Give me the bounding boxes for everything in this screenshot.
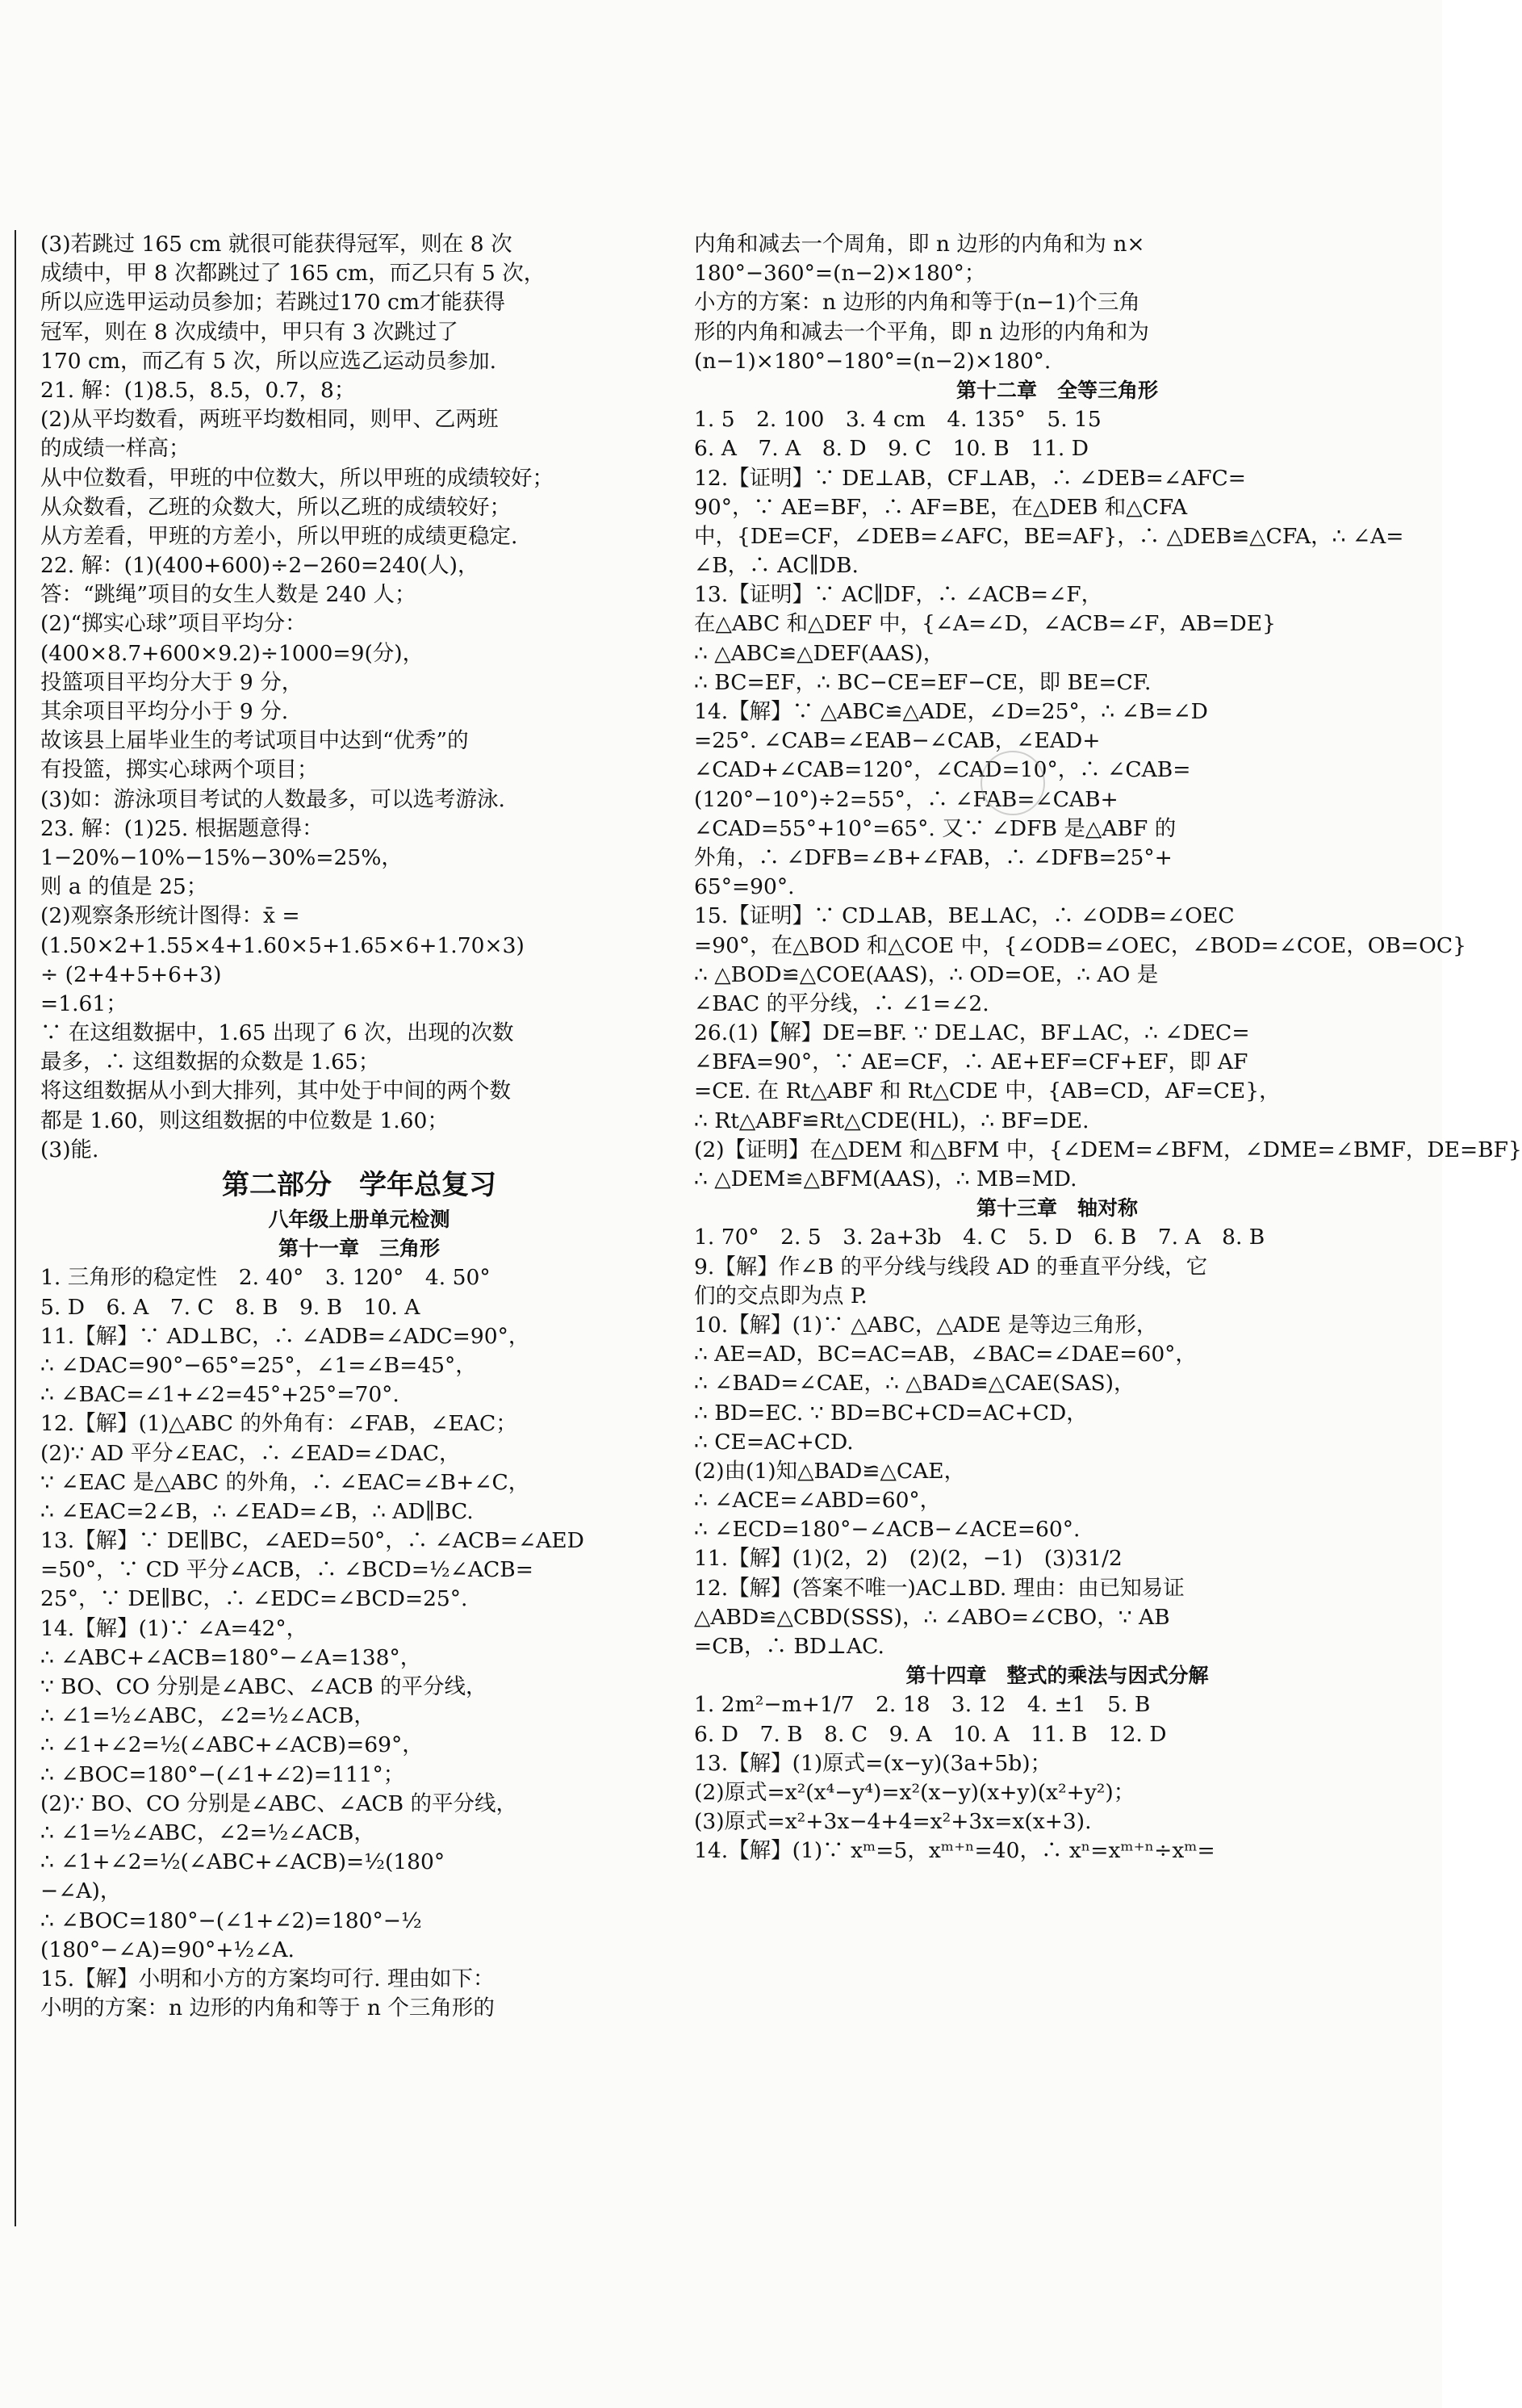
answer-line: 6. A 7. A 8. D 9. C 10. B 11. D — [694, 436, 1089, 462]
answer-line: 们的交点即为点 P. — [694, 1283, 868, 1309]
answer-line: (2)∵ BO、CO 分别是∠ABC、∠ACB 的平分线， — [40, 1790, 518, 1816]
answer-line: 1. 5 2. 100 3. 4 cm 4. 135° 5. 15 — [694, 407, 1102, 433]
answer-line: (2)从平均数看，两班平均数相同，则甲、乙两班 — [40, 407, 499, 433]
answer-line: 14.【解】(1)∵ xᵐ=5，xᵐ⁺ⁿ=40，∴ xⁿ=xᵐ⁺ⁿ÷xᵐ= — [694, 1838, 1215, 1864]
answer-line: ∴ ∠EAC=2∠B，∴ ∠EAD=∠B，∴ AD∥BC. — [40, 1498, 474, 1524]
answer-line: 小方的方案：n 边形的内角和等于(n−1)个三角 — [694, 290, 1140, 316]
answer-line: 14.【解】(1)∵ ∠A=42°， — [40, 1615, 308, 1641]
answer-line: 65°=90°. — [694, 874, 795, 900]
answer-line: 15.【证明】∵ CD⊥AB，BE⊥AC，∴ ∠ODB=∠OEC — [694, 903, 1235, 929]
answer-line: ∴ △ABC≌△DEF(AAS)， — [694, 640, 945, 666]
answer-line: ∴ ∠BAC=∠1+∠2=45°+25°=70°. — [40, 1382, 399, 1408]
answer-line: 小明的方案：n 边形的内角和等于 n 个三角形的 — [40, 1995, 495, 2021]
answer-line: ÷ (2+4+5+6+3) — [40, 961, 222, 987]
answer-line: 12.【证明】∵ DE⊥AB，CF⊥AB，∴ ∠DEB=∠AFC= — [694, 465, 1246, 491]
chapter-12-title: 第十二章 全等三角形 — [955, 378, 1158, 402]
answer-line: ∴ ∠1=½∠ABC，∠2=½∠ACB， — [40, 1820, 375, 1845]
answer-line: =25°. ∠CAB=∠EAB−∠CAB，∠EAD+ — [694, 728, 1101, 754]
answer-line: 答：“跳绳”项目的女生人数是 240 人； — [40, 582, 416, 608]
answer-line: 23. 解：(1)25. 根据题意得： — [40, 815, 324, 841]
answer-line: 170 cm，而乙有 5 次，所以应选乙运动员参加. — [40, 348, 497, 374]
answer-line: 都是 1.60，则这组数据的中位数是 1.60； — [40, 1108, 449, 1133]
answer-line: 形的内角和减去一个平角，即 n 边形的内角和为 — [694, 319, 1149, 345]
answer-line: 13.【解】(1)原式=(x−y)(3a+5b)； — [694, 1750, 1052, 1776]
unit-test-title: 八年级上册单元检测 — [268, 1208, 450, 1231]
answer-line: ∠B，∴ AC∥DB. — [694, 553, 859, 579]
answer-line: 12.【解】(1)△ABC 的外角有：∠FAB，∠EAC； — [40, 1411, 517, 1437]
chapter-11-title: 第十一章 三角形 — [278, 1237, 440, 1261]
answer-line: 5. D 6. A 7. C 8. B 9. B 10. A — [40, 1294, 420, 1320]
answer-line: =50°，∵ CD 平分∠ACB，∴ ∠BCD=½∠ACB= — [40, 1557, 533, 1583]
answer-line: 11.【解】(1)(2，2) (2)(2，−1) (3)31/2 — [694, 1546, 1123, 1572]
answer-line: ∴ BD=EC. ∵ BD=BC+CD=AC+CD， — [694, 1400, 1088, 1426]
answer-line: (120°−10°)÷2=55°，∴ ∠FAB=∠CAB+ — [694, 786, 1119, 812]
answer-line: =CB，∴ BD⊥AC. — [694, 1634, 884, 1660]
answer-line: ∵ 在这组数据中，1.65 出现了 6 次，出现的次数 — [40, 1020, 514, 1046]
answer-line: 的成绩一样高； — [40, 436, 190, 462]
answer-line: 中，{DE=CF，∠DEB=∠AFC，BE=AF}，∴ △DEB≌△CFA，∴ ∠A= — [694, 523, 1404, 549]
answer-line: (3)如：游泳项目考试的人数最多，可以选考游泳. — [40, 786, 505, 812]
answer-line: ∴ ∠ACE=∠ABD=60°， — [694, 1488, 942, 1514]
answer-line: 从方差看，甲班的方差小，所以甲班的成绩更稳定. — [40, 523, 518, 549]
answer-line: ∴ ∠1+∠2=½(∠ABC+∠ACB)=½(180° — [40, 1849, 445, 1875]
answer-line: 所以应选甲运动员参加；若跳过170 cm才能获得 — [40, 290, 505, 316]
answer-line: (180°−∠A)=90°+½∠A. — [40, 1937, 295, 1962]
chapter-13-title: 第十三章 轴对称 — [976, 1196, 1138, 1221]
answer-line: 15.【解】小明和小方的方案均可行. 理由如下： — [40, 1966, 495, 1991]
answer-line: 从中位数看，甲班的中位数大，所以甲班的成绩较好； — [40, 465, 554, 491]
answer-line: ∠CAD=55°+10°=65°. 又∵ ∠DFB 是△ABF 的 — [694, 815, 1177, 841]
answer-line: 1−20%−10%−15%−30%=25%， — [40, 844, 403, 870]
answer-line: ∴ ∠BAD=∠CAE，∴ △BAD≌△CAE(SAS)， — [694, 1371, 1135, 1397]
answer-line: 成绩中，甲 8 次都跳过了 165 cm，而乙只有 5 次， — [40, 261, 546, 287]
answer-line: (3)能. — [40, 1137, 99, 1162]
answer-line: ∴ ∠1=½∠ABC，∠2=½∠ACB， — [40, 1703, 375, 1729]
answer-line: 1. 70° 2. 5 3. 2a+3b 4. C 5. D 6. B 7. A 8. B — [694, 1225, 1265, 1250]
right-column — [694, 230, 1522, 2251]
answer-line: 9.【解】作∠B 的平分线与线段 AD 的垂直平分线，它 — [694, 1254, 1208, 1279]
answer-line: 从众数看，乙班的众数大，所以乙班的成绩较好； — [40, 494, 511, 520]
watermark-stamp — [981, 751, 1045, 815]
chapter-14-title: 第十四章 整式的乘法与因式分解 — [905, 1664, 1209, 1688]
column-rule — [15, 230, 16, 2226]
answer-line: 冠军，则在 8 次成绩中，甲只有 3 次跳过了 — [40, 319, 458, 345]
answer-line: ∴ BC=EF，∴ BC−CE=EF−CE，即 BE=CF. — [694, 669, 1152, 695]
answer-line: 在△ABC 和△DEF 中，{∠A=∠D，∠ACB=∠F，AB=DE} — [694, 611, 1276, 637]
answer-line: 故该县上届毕业生的考试项目中达到“优秀”的 — [40, 728, 469, 754]
answer-line: ∵ ∠EAC 是△ABC 的外角，∴ ∠EAC=∠B+∠C， — [40, 1469, 530, 1495]
answer-line: ∠CAD+∠CAB=120°，∠CAD=10°，∴ ∠CAB= — [694, 757, 1191, 783]
answer-line: (2)观察条形统计图得：x̄ = — [40, 903, 300, 929]
answer-line: ∠BAC 的平分线，∴ ∠1=∠2. — [694, 990, 989, 1016]
part-title: 第二部分 学年总复习 — [222, 1169, 496, 1201]
answer-line: 180°−360°=(n−2)×180°； — [694, 261, 986, 287]
answer-line: ∴ △BOD≌△COE(AAS)，∴ OD=OE，∴ AO 是 — [694, 961, 1159, 987]
answer-line: 10.【解】(1)∵ △ABC，△ADE 是等边三角形， — [694, 1312, 1158, 1338]
answer-line: ∴ ∠BOC=180°−(∠1+∠2)=180°−½ — [40, 1908, 422, 1933]
answer-line: (2)【证明】在△DEM 和△BFM 中，{∠DEM=∠BFM，∠DME=∠BMF，DE=BF} — [694, 1137, 1522, 1162]
answer-line: 25°，∵ DE∥BC，∴ ∠EDC=∠BCD=25°. — [40, 1586, 468, 1612]
answer-line: ∴ ∠1+∠2=½(∠ABC+∠ACB)=69°， — [40, 1732, 424, 1758]
answer-line: (1.50×2+1.55×4+1.60×5+1.65×6+1.70×3) — [40, 932, 525, 958]
left-column — [40, 230, 678, 2251]
answer-line: 投篮项目平均分大于 9 分， — [40, 669, 303, 695]
answer-line: (2)由(1)知△BAD≌△CAE， — [694, 1458, 966, 1484]
answer-line: 则 a 的值是 25； — [40, 874, 208, 900]
answer-line: ∴ ∠ABC+∠ACB=180°−∠A=138°， — [40, 1644, 422, 1670]
answer-line: 13.【证明】∵ AC∥DF，∴ ∠ACB=∠F， — [694, 582, 1103, 608]
answer-line: ∴ ∠BOC=180°−(∠1+∠2)=111°； — [40, 1761, 405, 1787]
answer-line: −∠A)， — [40, 1878, 122, 1904]
answer-line: (2)“掷实心球”项目平均分： — [40, 611, 307, 637]
answer-line: 内角和减去一个周角，即 n 边形的内角和为 n× — [694, 232, 1145, 257]
answer-line: 13.【解】∵ DE∥BC，∠AED=50°，∴ ∠ACB=∠AED — [40, 1528, 584, 1554]
answer-line: 1. 2m²−m+1/7 2. 18 3. 12 4. ±1 5. B — [694, 1692, 1151, 1718]
answer-line: 将这组数据从小到大排列，其中处于中间的两个数 — [40, 1078, 511, 1104]
answer-line: 21. 解：(1)8.5，8.5，0.7，8； — [40, 377, 356, 403]
answer-line: 1. 三角形的稳定性 2. 40° 3. 120° 4. 50° — [40, 1265, 491, 1291]
answer-line: 最多，∴ 这组数据的众数是 1.65； — [40, 1049, 380, 1075]
answer-line: 其余项目平均分小于 9 分. — [40, 699, 289, 724]
answer-line: (n−1)×180°−180°=(n−2)×180°. — [694, 348, 1052, 374]
answer-line: 26.(1)【解】DE=BF. ∵ DE⊥AC，BF⊥AC，∴ ∠DEC= — [694, 1020, 1250, 1046]
answer-line: ∴ AE=AD，BC=AC=AB，∠BAC=∠DAE=60°， — [694, 1342, 1197, 1367]
answer-line: (3)若跳过 165 cm 就很可能获得冠军，则在 8 次 — [40, 232, 512, 257]
answer-line: =1.61； — [40, 990, 128, 1016]
answer-line: 外角，∴ ∠DFB=∠B+∠FAB，∴ ∠DFB=25°+ — [694, 844, 1173, 870]
answer-line: ∴ CE=AC+CD. — [694, 1429, 854, 1455]
answer-line: ∴ ∠ECD=180°−∠ACB−∠ACE=60°. — [694, 1517, 1081, 1543]
answer-line: (2)∵ AD 平分∠EAC，∴ ∠EAD=∠DAC， — [40, 1440, 461, 1466]
answer-line: 6. D 7. B 8. C 9. A 10. A 11. B 12. D — [694, 1721, 1167, 1747]
answer-line: 12.【解】(答案不唯一)AC⊥BD. 理由：由已知易证 — [694, 1575, 1185, 1601]
answer-line: 11.【解】∵ AD⊥BC，∴ ∠ADB=∠ADC=90°， — [40, 1323, 530, 1349]
answer-line: ∴ △DEM≌△BFM(AAS)，∴ MB=MD. — [694, 1166, 1077, 1192]
answer-line: ∴ ∠DAC=90°−65°=25°，∠1=∠B=45°， — [40, 1352, 477, 1378]
answer-line: (2)原式=x²(x⁴−y⁴)=x²(x−y)(x+y)(x²+y²)； — [694, 1779, 1135, 1805]
answer-line: 90°，∵ AE=BF，∴ AF=BE，在△DEB 和△CFA — [694, 494, 1188, 520]
answer-line: =90°，在△BOD 和△COE 中，{∠ODB=∠OEC，∠BOD=∠COE，OB=OC} — [694, 932, 1466, 958]
answer-line: ∵ BO、CO 分别是∠ABC、∠ACB 的平分线， — [40, 1674, 487, 1700]
answer-line: △ABD≌△CBD(SSS)，∴ ∠ABO=∠CBO，∵ AB — [694, 1604, 1170, 1630]
answer-line: 14.【解】∵ △ABC≌△ADE，∠D=25°，∴ ∠B=∠D — [694, 699, 1208, 725]
answer-line: (400×8.7+600×9.2)÷1000=9(分)， — [40, 640, 424, 666]
answer-line: ∠BFA=90°，∵ AE=CF，∴ AE+EF=CF+EF，即 AF — [694, 1049, 1248, 1075]
answer-line: 有投篮，掷实心球两个项目； — [40, 757, 319, 783]
answer-line: (3)原式=x²+3x−4+4=x²+3x=x(x+3). — [694, 1809, 1092, 1835]
answer-line: ∴ Rt△ABF≌Rt△CDE(HL)，∴ BF=DE. — [694, 1108, 1089, 1133]
answer-line: =CE. 在 Rt△ABF 和 Rt△CDE 中，{AB=CD，AF=CE}， — [694, 1078, 1281, 1104]
answer-line: 22. 解：(1)(400+600)÷2−260=240(人)， — [40, 553, 479, 579]
